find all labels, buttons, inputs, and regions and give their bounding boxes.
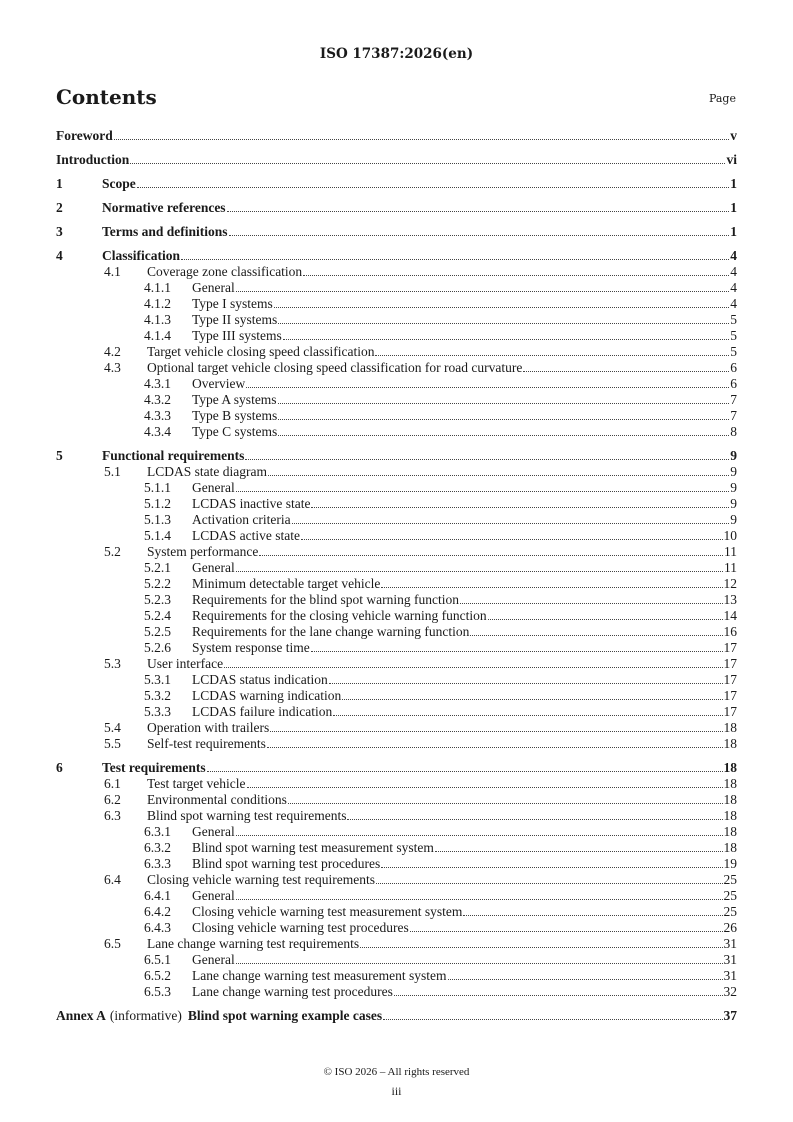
- toc-entry[interactable]: [56, 592, 737, 608]
- toc-entry[interactable]: [56, 264, 737, 280]
- toc-entry-page: 25: [723, 872, 737, 887]
- toc-entry-page: 31: [723, 968, 737, 983]
- dot-leader: [278, 403, 730, 404]
- toc-entry-page: 12: [723, 576, 737, 591]
- toc-entry[interactable]: [56, 560, 737, 576]
- toc-entry-page: 11: [724, 560, 737, 575]
- toc-entry-page: 11: [724, 544, 737, 559]
- toc-entry[interactable]: [56, 376, 737, 392]
- toc-entry-page: 9: [730, 496, 737, 511]
- toc-entry-number: 5.3: [104, 656, 121, 671]
- toc-entry-page: 4: [730, 264, 737, 279]
- toc-entry-page: 7: [730, 392, 737, 407]
- toc-entry-number: 5.4: [104, 720, 121, 735]
- toc-entry[interactable]: [56, 464, 737, 480]
- toc-entry-number: 4.3.1: [144, 376, 171, 391]
- toc-entry-page: 7: [730, 408, 737, 423]
- toc-entry-number: 6.5: [104, 936, 121, 951]
- dot-leader: [236, 899, 723, 900]
- toc-entry-number: 6.3.3: [144, 856, 171, 871]
- toc-entry-title: Lane change warning test measurement system: [192, 968, 447, 983]
- toc-entry[interactable]: [56, 312, 737, 328]
- toc-entry-title: System response time: [192, 640, 310, 655]
- toc-entry-page: v: [730, 128, 737, 143]
- toc-entry-number: 4.3.2: [144, 392, 171, 407]
- toc-entry-title: Blind spot warning test procedures: [192, 856, 381, 871]
- toc-entry-number: 3: [56, 224, 63, 239]
- dot-leader: [236, 835, 723, 836]
- dot-leader: [410, 931, 723, 932]
- toc-entry-number: 6.3.1: [144, 824, 171, 839]
- toc-entry-title: General: [192, 280, 235, 295]
- toc-entry-number: 5.3.3: [144, 704, 171, 719]
- toc-entry-number: 5.2.4: [144, 608, 171, 623]
- annex-title: Blind spot warning example cases: [187, 1008, 383, 1023]
- dot-leader: [236, 291, 730, 292]
- toc-entry-page: 17: [723, 688, 737, 703]
- toc-entry-number: 4.1.4: [144, 328, 171, 343]
- toc-entry[interactable]: [56, 224, 737, 240]
- dot-leader: [245, 459, 729, 460]
- dot-leader: [236, 571, 723, 572]
- dot-leader: [224, 667, 722, 668]
- toc-entry-number: 6.2: [104, 792, 121, 807]
- dot-leader: [114, 139, 730, 140]
- dot-leader: [247, 787, 723, 788]
- toc-entry-page: 18: [723, 720, 737, 735]
- toc-entry-page: 4: [730, 296, 737, 311]
- dot-leader: [381, 867, 722, 868]
- toc-entry-title: Lane change warning test requirements: [147, 936, 360, 951]
- toc-entry-number: 6.3: [104, 808, 121, 823]
- dot-leader: [383, 1019, 722, 1020]
- toc-entry-page: 31: [723, 952, 737, 967]
- toc-entry-number: 5.1.1: [144, 480, 171, 495]
- dot-leader: [246, 387, 729, 388]
- toc-entry[interactable]: [56, 856, 737, 872]
- toc-entry-page: 19: [723, 856, 737, 871]
- dot-leader: [311, 507, 729, 508]
- dot-leader: [268, 475, 729, 476]
- toc-entry-number: 1: [56, 176, 63, 191]
- toc-entry-number: 4.3.4: [144, 424, 171, 439]
- dot-leader: [488, 619, 723, 620]
- toc-entry-page: 17: [723, 656, 737, 671]
- dot-leader: [333, 715, 722, 716]
- dot-leader: [347, 819, 722, 820]
- toc-entry-page: 4: [730, 248, 737, 263]
- toc-entry-title: LCDAS inactive state: [192, 496, 311, 511]
- toc-entry-title: Lane change warning test procedures: [192, 984, 393, 999]
- toc-entry-title: Type I systems: [192, 296, 273, 311]
- toc-entry-number: 4.1: [104, 264, 121, 279]
- toc-entry[interactable]: [56, 408, 737, 424]
- toc-entry[interactable]: [56, 640, 737, 656]
- dot-leader: [376, 883, 723, 884]
- dot-leader: [236, 963, 723, 964]
- dot-leader: [292, 523, 730, 524]
- toc-entry-page: 18: [723, 808, 737, 823]
- dot-leader: [303, 275, 729, 276]
- dot-leader: [229, 235, 730, 236]
- dot-leader: [342, 699, 722, 700]
- toc-entry-title: LCDAS state diagram: [147, 464, 267, 479]
- toc-entry[interactable]: [56, 952, 737, 968]
- toc-entry-title: LCDAS warning indication: [192, 688, 342, 703]
- toc-entry-title: Requirements for the blind spot warning function: [192, 592, 459, 607]
- toc-entry-number: 6.4: [104, 872, 121, 887]
- toc-entry-title: Test requirements: [102, 760, 206, 775]
- toc-entry-page: 6: [730, 360, 737, 375]
- toc-entry-title: Environmental conditions: [147, 792, 287, 807]
- dot-leader: [448, 979, 723, 980]
- dot-leader: [460, 603, 723, 604]
- toc-entry-page: 17: [723, 672, 737, 687]
- toc-entry-number: 5.2.5: [144, 624, 171, 639]
- toc-entry[interactable]: [56, 528, 737, 544]
- annex-page: 37: [723, 1008, 737, 1023]
- dot-leader: [283, 339, 729, 340]
- toc-entry-number: 4.2: [104, 344, 121, 359]
- toc-entry-number: 5: [56, 448, 63, 463]
- copyright-notice: © ISO 2026 – All rights reserved: [323, 1066, 470, 1078]
- toc-entry[interactable]: [56, 984, 737, 1000]
- toc-entry-title: Scope: [102, 176, 136, 191]
- dot-leader: [301, 539, 723, 540]
- dot-leader: [375, 355, 729, 356]
- dot-leader: [329, 683, 723, 684]
- page-column-label: Page: [708, 92, 736, 105]
- toc-entry-title: Introduction: [56, 152, 130, 167]
- toc-entry-number: 6.5.3: [144, 984, 171, 999]
- toc-entry[interactable]: [56, 776, 737, 792]
- toc-entry-title: Closing vehicle warning test requirements: [147, 872, 375, 887]
- toc-entry-title: Foreword: [56, 128, 113, 143]
- toc-annex-entry[interactable]: [56, 1008, 737, 1024]
- dot-leader: [207, 771, 723, 772]
- dot-leader: [267, 747, 723, 748]
- dot-leader: [259, 555, 723, 556]
- toc-entry-page: 9: [730, 448, 737, 463]
- toc-entry-page: 5: [730, 344, 737, 359]
- toc-entry[interactable]: [56, 656, 737, 672]
- toc-entry-number: 6.5.1: [144, 952, 171, 967]
- toc-entry-number: 4.3.3: [144, 408, 171, 423]
- dot-leader: [278, 435, 729, 436]
- toc-entry-page: 8: [730, 424, 737, 439]
- toc-entry-number: 4.3: [104, 360, 121, 375]
- toc-entry[interactable]: [56, 480, 737, 496]
- dot-leader: [137, 187, 730, 188]
- toc-entry-page: 18: [723, 840, 737, 855]
- toc-entry-title: Coverage zone classification: [147, 264, 303, 279]
- toc-entry-number: 5.2.1: [144, 560, 171, 575]
- toc-entry[interactable]: [56, 704, 737, 720]
- toc-entry[interactable]: [56, 280, 737, 296]
- toc-entry-page: 26: [723, 920, 737, 935]
- toc-entry[interactable]: [56, 872, 737, 888]
- toc-entry-page: 18: [723, 736, 737, 751]
- toc-entry[interactable]: [56, 720, 737, 736]
- toc-entry-title: Blind spot warning test measurement system: [192, 840, 434, 855]
- toc-entry-title: Target vehicle closing speed classification: [147, 344, 375, 359]
- toc-entry-title: LCDAS status indication: [192, 672, 328, 687]
- toc-entry-page: 5: [730, 312, 737, 327]
- toc-entry-number: 6.3.2: [144, 840, 171, 855]
- toc-entry[interactable]: [56, 936, 737, 952]
- toc-entry-title: Type B systems: [192, 408, 278, 423]
- toc-entry-number: 5.2.6: [144, 640, 171, 655]
- toc-entry[interactable]: [56, 760, 737, 776]
- toc-entry-page: 13: [723, 592, 737, 607]
- toc-entry-number: 4.1.3: [144, 312, 171, 327]
- toc-entry-page: 17: [723, 704, 737, 719]
- toc-entry-title: Requirements for the lane change warning function: [192, 624, 470, 639]
- annex-note: (informative): [109, 1008, 182, 1023]
- toc-entry-number: 4.1.1: [144, 280, 171, 295]
- toc-entry-number: 5.3.1: [144, 672, 171, 687]
- toc-entry-title: Test target vehicle: [147, 776, 246, 791]
- page-title: Contents: [56, 85, 157, 109]
- toc-entry[interactable]: [56, 920, 737, 936]
- document-header: ISO 17387:2026(en): [319, 46, 474, 62]
- toc-entry-title: General: [192, 480, 235, 495]
- toc-entry-number: 5.1: [104, 464, 121, 479]
- toc-entry[interactable]: [56, 792, 737, 808]
- toc-entry-page: 9: [730, 464, 737, 479]
- toc-entry[interactable]: [56, 344, 737, 360]
- toc-entry-page: 10: [723, 528, 737, 543]
- toc-entry[interactable]: [56, 840, 737, 856]
- toc-entry-title: General: [192, 888, 235, 903]
- toc-entry-title: Type A systems: [192, 392, 277, 407]
- dot-leader: [381, 587, 722, 588]
- toc-entry[interactable]: [56, 248, 737, 264]
- toc-entry-number: 5.5: [104, 736, 121, 751]
- toc-entry-title: General: [192, 952, 235, 967]
- toc-entry-page: 17: [723, 640, 737, 655]
- toc-entry-title: Type II systems: [192, 312, 278, 327]
- toc-entry-number: 6.1: [104, 776, 121, 791]
- toc-entry-title: General: [192, 560, 235, 575]
- toc-entry-page: 16: [723, 624, 737, 639]
- toc-entry[interactable]: [56, 512, 737, 528]
- toc-entry-title: LCDAS failure indication: [192, 704, 333, 719]
- toc-entry[interactable]: [56, 968, 737, 984]
- dot-leader: [130, 163, 725, 164]
- toc-entry-page: 4: [730, 280, 737, 295]
- toc-entry-title: Classification: [102, 248, 181, 263]
- toc-entry[interactable]: [56, 496, 737, 512]
- toc-entry[interactable]: [56, 808, 737, 824]
- toc-entry[interactable]: [56, 544, 737, 560]
- toc-entry[interactable]: [56, 128, 737, 144]
- dot-leader: [394, 995, 723, 996]
- toc-entry-number: 4.1.2: [144, 296, 171, 311]
- toc-entry-page: 1: [730, 176, 737, 191]
- toc-entry-page: 18: [723, 792, 737, 807]
- dot-leader: [288, 803, 723, 804]
- toc-entry-title: User interface: [147, 656, 224, 671]
- toc-entry-page: 18: [723, 760, 737, 775]
- toc-entry-title: General: [192, 824, 235, 839]
- toc-entry-number: 6: [56, 760, 63, 775]
- toc-entry-page: 5: [730, 328, 737, 343]
- toc-entry-number: 5.3.2: [144, 688, 171, 703]
- toc-entry-page: 25: [723, 888, 737, 903]
- toc-entry[interactable]: [56, 576, 737, 592]
- toc-entry[interactable]: [56, 328, 737, 344]
- toc-entry-title: Minimum detectable target vehicle: [192, 576, 381, 591]
- toc-entry-number: 5.1.2: [144, 496, 171, 511]
- toc-entry-title: Overview: [192, 376, 246, 391]
- toc-entry-title: Closing vehicle warning test procedures: [192, 920, 409, 935]
- toc-entry-title: Type III systems: [192, 328, 282, 343]
- toc-entry-title: Activation criteria: [192, 512, 291, 527]
- dot-leader: [523, 371, 729, 372]
- dot-leader: [311, 651, 723, 652]
- toc-entry[interactable]: [56, 888, 737, 904]
- dot-leader: [181, 259, 729, 260]
- dot-leader: [278, 419, 729, 420]
- toc-entry[interactable]: [56, 296, 737, 312]
- toc-entry[interactable]: [56, 824, 737, 840]
- dot-leader: [360, 947, 722, 948]
- dot-leader: [470, 635, 722, 636]
- toc-entry-page: 32: [723, 984, 737, 999]
- toc-entry-page: 9: [730, 480, 737, 495]
- toc-entry[interactable]: [56, 904, 737, 920]
- toc-entry-number: 5.2.2: [144, 576, 171, 591]
- toc-entry[interactable]: [56, 672, 737, 688]
- toc-entry-number: 4: [56, 248, 63, 263]
- toc-entry-number: 5.1.3: [144, 512, 171, 527]
- toc-entry[interactable]: [56, 688, 737, 704]
- toc-entry-page: 18: [723, 824, 737, 839]
- toc-entry-number: 6.4.1: [144, 888, 171, 903]
- toc-entry-number: 6.4.3: [144, 920, 171, 935]
- toc-entry-title: Terms and definitions: [102, 224, 228, 239]
- page-number: iii: [391, 1084, 402, 1098]
- toc-entry-title: Closing vehicle warning test measurement system: [192, 904, 463, 919]
- toc-entry-number: 5.2.3: [144, 592, 171, 607]
- toc-entry-title: Normative references: [102, 200, 226, 215]
- dot-leader: [435, 851, 723, 852]
- toc-entry[interactable]: [56, 360, 737, 376]
- toc-entry[interactable]: [56, 392, 737, 408]
- toc-entry[interactable]: [56, 624, 737, 640]
- toc-entry-number: 5.1.4: [144, 528, 171, 543]
- dot-leader: [236, 491, 730, 492]
- dot-leader: [270, 731, 722, 732]
- toc-entry-number: 6.5.2: [144, 968, 171, 983]
- toc-entry-page: 1: [730, 200, 737, 215]
- dot-leader: [227, 211, 730, 212]
- toc-entry-number: 2: [56, 200, 63, 215]
- dot-leader: [278, 323, 729, 324]
- toc-entry-title: LCDAS active state: [192, 528, 300, 543]
- toc-entry-page: 1: [730, 224, 737, 239]
- toc-entry-page: 14: [723, 608, 737, 623]
- toc-entry-number: 6.4.2: [144, 904, 171, 919]
- toc-entry-title: Functional requirements: [102, 448, 245, 463]
- toc-entry-page: 31: [723, 936, 737, 951]
- toc-entry-title: System performance: [147, 544, 259, 559]
- toc-entry-page: vi: [726, 152, 737, 167]
- toc-entry[interactable]: [56, 448, 737, 464]
- toc-entry-page: 9: [730, 512, 737, 527]
- toc-entry-page: 25: [723, 904, 737, 919]
- toc-entry[interactable]: [56, 176, 737, 192]
- toc-entry[interactable]: [56, 200, 737, 216]
- toc-entry-title: Optional target vehicle closing speed classification for road curvature: [147, 360, 523, 375]
- dot-leader: [463, 915, 722, 916]
- toc-entry-title: Blind spot warning test requirements: [147, 808, 347, 823]
- toc-entry-title: Self-test requirements: [147, 736, 266, 751]
- toc-entry[interactable]: [56, 152, 737, 168]
- toc-entry-page: 6: [730, 376, 737, 391]
- toc-entry-title: Type C systems: [192, 424, 278, 439]
- dot-leader: [274, 307, 729, 308]
- toc-entry-number: 5.2: [104, 544, 121, 559]
- toc-entry-title: Operation with trailers: [147, 720, 270, 735]
- toc-entry[interactable]: [56, 736, 737, 752]
- annex-label: Annex A: [56, 1008, 106, 1023]
- toc-entry[interactable]: [56, 424, 737, 440]
- toc-entry[interactable]: [56, 608, 737, 624]
- toc-entry-title: Requirements for the closing vehicle warning function: [192, 608, 487, 623]
- toc-entry-page: 18: [723, 776, 737, 791]
